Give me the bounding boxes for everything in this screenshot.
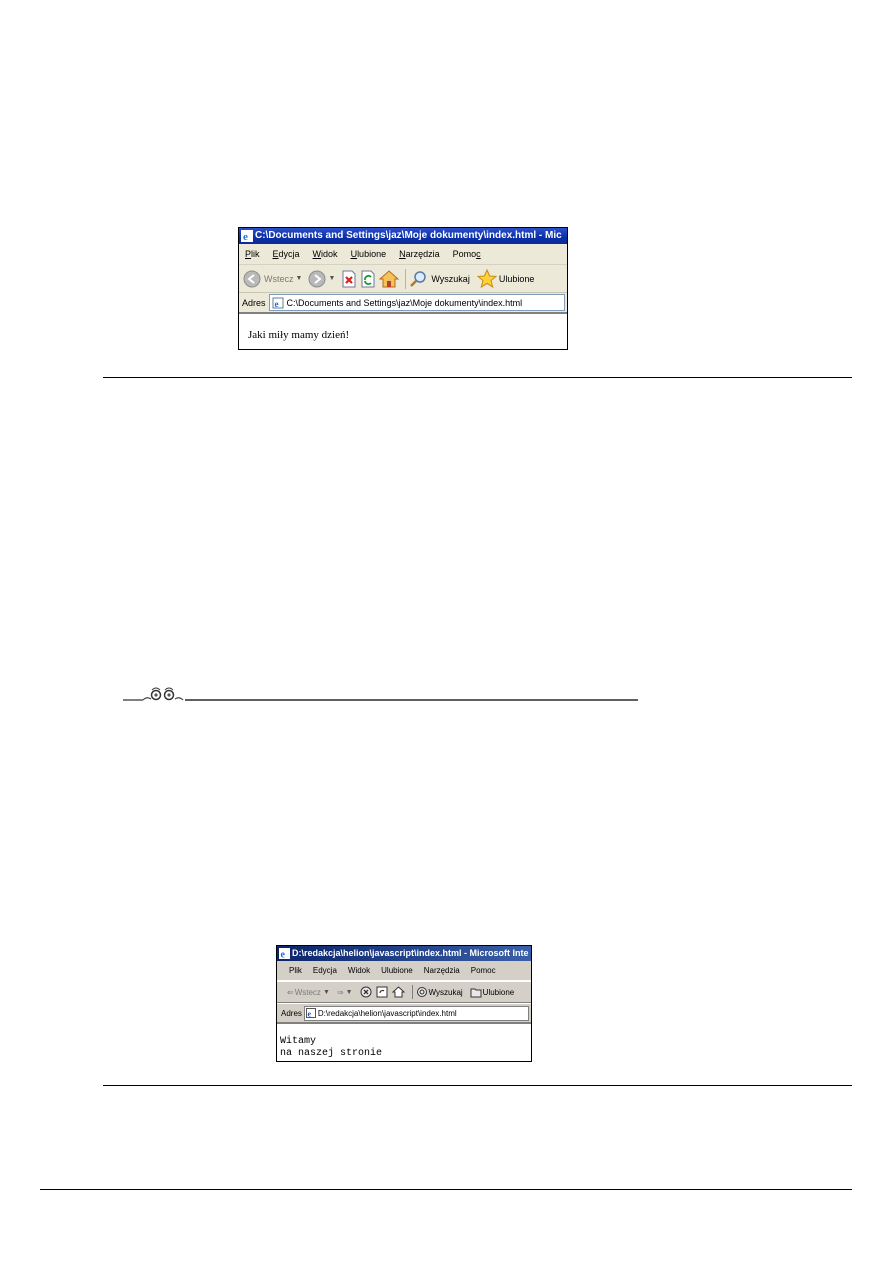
favorites-button-label: Ulubione: [498, 273, 535, 284]
window-1-title: C:\Documents and Settings\jaz\Moje dokumenty\index.html - Mic: [255, 230, 562, 241]
window-2-addressbar: [277, 1003, 531, 1024]
search-icon: [409, 270, 429, 288]
svg-text:e: e: [243, 231, 248, 242]
search-button[interactable]: [416, 986, 463, 998]
window-1-toolbar: [239, 265, 567, 293]
forward-button[interactable]: [337, 988, 356, 997]
home-button[interactable]: [379, 270, 399, 288]
page-text-line-1: Witamy: [280, 1036, 317, 1047]
star-icon: [477, 269, 497, 289]
browser-window-2: [276, 945, 532, 1062]
address-label: Adres: [281, 1008, 302, 1018]
menu-widok[interactable]: Widok: [347, 966, 371, 975]
address-input[interactable]: [269, 294, 565, 311]
search-button[interactable]: [409, 270, 469, 288]
menu-narzedzia[interactable]: Narzędzia: [399, 249, 440, 259]
home-button[interactable]: [392, 986, 405, 998]
window-2-title: D:\redakcja\helion\javascript\index.html - Microsoft Inte: [292, 948, 529, 958]
stop-icon: [360, 986, 372, 998]
forward-arrow-icon: ⇒: [336, 987, 344, 997]
address-value: D:\redakcja\helion\javascript\index.html: [317, 1008, 457, 1018]
stop-icon: [341, 270, 357, 288]
refresh-button[interactable]: [376, 986, 388, 998]
forward-arrow-icon: [308, 270, 326, 288]
favorites-folder-icon: [470, 987, 482, 998]
home-icon: [392, 986, 405, 998]
menu-plik[interactable]: Plik: [245, 249, 260, 259]
forward-button[interactable]: [308, 270, 338, 288]
section-divider-1: [103, 377, 852, 378]
window-2-page-content: [277, 1024, 531, 1060]
search-icon: [416, 986, 428, 998]
home-icon: [379, 270, 399, 288]
favorites-button[interactable]: [477, 269, 535, 289]
back-dropdown-icon[interactable]: ▼: [322, 988, 330, 996]
menu-widok[interactable]: Widok: [312, 249, 338, 259]
menu-narzedzia[interactable]: Narzędzia: [423, 966, 460, 975]
menu-edycja[interactable]: Edycja: [312, 966, 337, 975]
back-button-label: Wstecz: [294, 987, 321, 997]
svg-text:e: e: [307, 1009, 311, 1018]
page-text-line-2: na naszej stronie: [280, 1048, 383, 1059]
refresh-icon: [376, 986, 388, 998]
back-button-label: Wstecz: [264, 273, 294, 284]
back-button[interactable]: [287, 988, 333, 997]
window-2-menubar: [277, 961, 531, 981]
back-arrow-icon: [243, 270, 261, 288]
stop-button[interactable]: [341, 270, 357, 288]
menu-pomoc[interactable]: Pomoc: [452, 249, 481, 259]
menu-ulubione[interactable]: Ulubione: [350, 249, 387, 259]
back-dropdown-icon[interactable]: ▼: [295, 275, 303, 282]
svg-text:e: e: [280, 949, 285, 959]
page-text: Jaki miły mamy dzień!: [248, 329, 350, 341]
menu-ulubione[interactable]: Ulubione: [381, 966, 413, 975]
search-button-label: Wyszukaj: [428, 987, 463, 997]
search-button-label: Wyszukaj: [431, 273, 470, 284]
page-icon: [306, 1008, 316, 1018]
menu-pomoc[interactable]: Pomoc: [470, 966, 496, 975]
back-arrow-icon: ⇐: [287, 987, 294, 997]
toolbar-separator: [405, 269, 406, 289]
section-divider-2: [103, 1085, 852, 1086]
menu-edycja[interactable]: Edycja: [272, 249, 300, 259]
address-input[interactable]: [304, 1006, 529, 1021]
toolbar-separator: [412, 985, 413, 999]
page-icon: [272, 297, 284, 309]
browser-window-1: [238, 227, 568, 350]
ie-icon: [241, 230, 253, 242]
footer-divider: [40, 1189, 852, 1190]
window-2-toolbar: [277, 981, 531, 1003]
menu-plik[interactable]: Plik: [289, 966, 302, 975]
window-1-addressbar: [239, 293, 567, 314]
refresh-button[interactable]: [360, 270, 376, 288]
ie-icon: [279, 948, 290, 959]
window-1-menubar: [239, 244, 567, 265]
back-button[interactable]: [243, 270, 305, 288]
forward-dropdown-icon[interactable]: ▼: [345, 988, 353, 996]
favorites-button[interactable]: [470, 987, 515, 998]
refresh-icon: [360, 270, 376, 288]
address-label: Adres: [242, 297, 266, 308]
window-1-page-content: [239, 314, 567, 341]
ornament-divider: [123, 686, 638, 702]
window-2-titlebar: [277, 946, 531, 961]
favorites-button-label: Ulubione: [482, 987, 515, 997]
window-1-titlebar: [239, 228, 567, 244]
forward-dropdown-icon[interactable]: ▼: [328, 275, 336, 282]
stop-button[interactable]: [360, 986, 372, 998]
svg-text:e: e: [274, 298, 279, 309]
address-value: C:\Documents and Settings\jaz\Moje dokumenty\index.html: [286, 297, 523, 308]
